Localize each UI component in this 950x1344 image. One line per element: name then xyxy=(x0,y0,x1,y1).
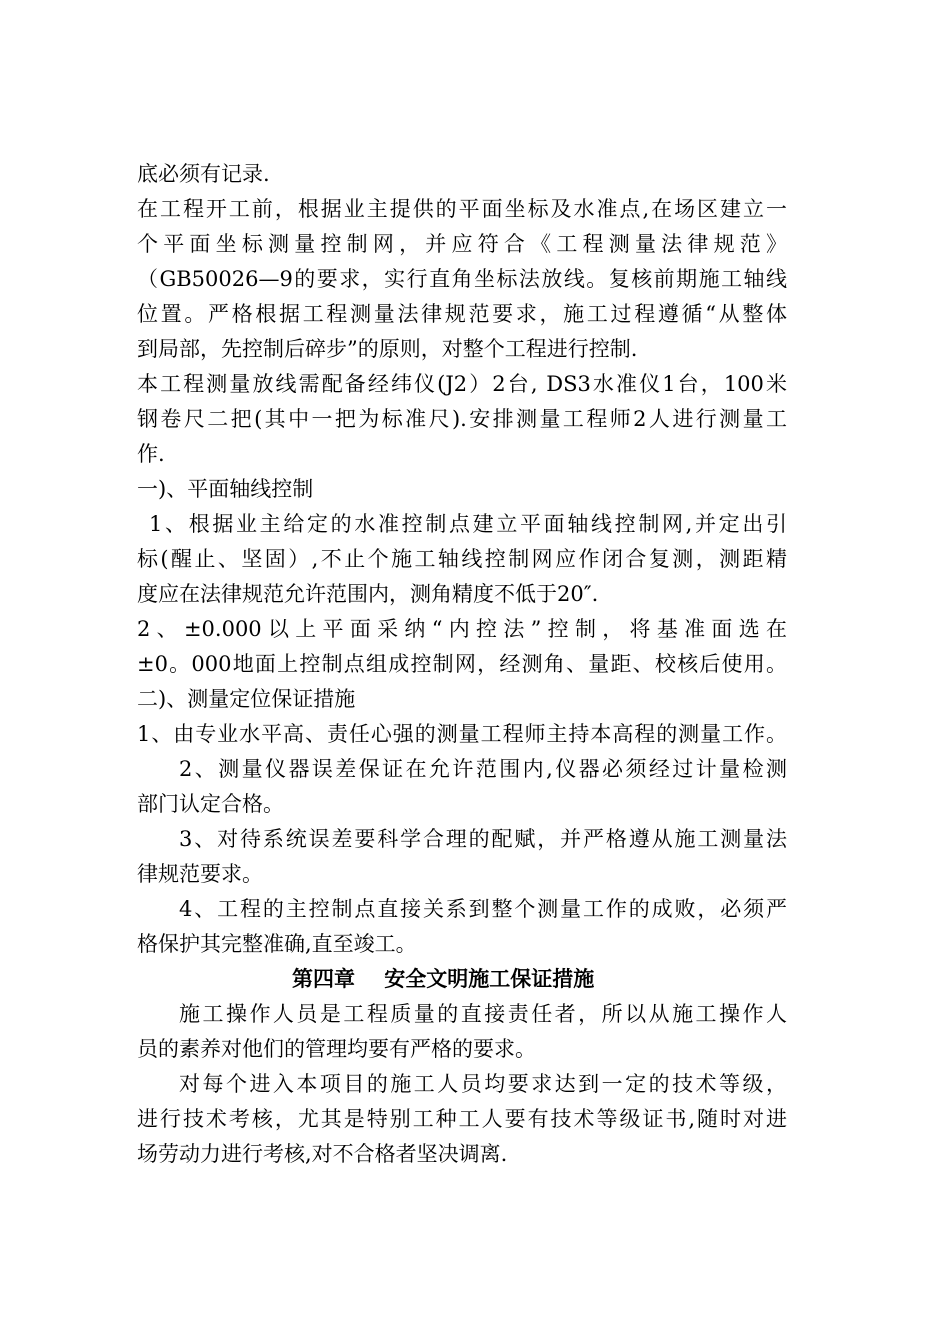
paragraph-line: 钢卷尺二把(其中一把为标准尺).安排测量工程师2人进行测量工 xyxy=(137,407,787,431)
paragraph-line: 施工操作人员是工程质量的直接责任者，所以从施工操作人 xyxy=(179,1002,787,1026)
section-heading: 二)、测量定位保证措施 xyxy=(137,687,356,711)
document-body xyxy=(137,157,787,1172)
paragraph-line: 场劳动力进行考核,对不合格者坚决调离. xyxy=(137,1142,508,1166)
paragraph-line: 员的素养对他们的管理均要有严格的要求。 xyxy=(137,1037,536,1061)
paragraph-line: 对每个进入本项目的施工人员均要求达到一定的技术等级， xyxy=(179,1072,787,1096)
paragraph-line: 格保护其完整准确,直至竣工。 xyxy=(137,932,417,956)
paragraph-line: 4、工程的主控制点直接关系到整个测量工作的成败，必须严 xyxy=(179,897,787,921)
paragraph-line: 度应在法律规范允许范围内，测角精度不低于20″. xyxy=(137,582,599,606)
paragraph-line: （GB50026—9的要求，实行直角坐标法放线。复核前期施工轴线 xyxy=(137,267,787,291)
paragraph-line: 到局部，先控制后碎步”的原则，对整个工程进行控制. xyxy=(137,337,638,361)
chapter-title: 第四章 安全文明施工保证措施 xyxy=(292,967,595,991)
paragraph-line: 个平面坐标测量控制网，并应符合《工程测量法律规范》 xyxy=(137,232,787,256)
paragraph-line: 2、±0.000以上平面采纳“内控法”控制，将基准面选在 xyxy=(137,617,787,641)
paragraph-line: 1、根据业主给定的水准控制点建立平面轴线控制网,并定出引 xyxy=(149,512,787,536)
section-heading: 一)、平面轴线控制 xyxy=(137,477,314,501)
paragraph-line: 部门认定合格。 xyxy=(137,792,284,816)
paragraph-line: 律规范要求。 xyxy=(137,862,263,886)
paragraph-line: 2、测量仪器误差保证在允许范围内,仪器必须经过计量检测 xyxy=(179,757,787,781)
paragraph-line: 本工程测量放线需配备经纬仪(J2）2台, DS3水准仪1台，100米 xyxy=(137,372,787,396)
paragraph-line: 3、对待系统误差要科学合理的配赋，并严格遵从施工测量法 xyxy=(179,827,787,851)
paragraph-line: 底必须有记录. xyxy=(137,162,270,186)
paragraph-line: 位置。严格根据工程测量法律规范要求，施工过程遵循“从整体 xyxy=(137,302,787,326)
paragraph-line: ±0。000地面上控制点组成控制网，经测角、量距、校核后使用。 xyxy=(137,652,787,676)
paragraph-line: 标(醒止、坚固）,不止个施工轴线控制网应作闭合复测，测距精 xyxy=(137,547,787,571)
paragraph-line: 进行技术考核，尤其是特别工种工人要有技术等级证书,随时对进 xyxy=(137,1107,787,1131)
paragraph-line: 作. xyxy=(137,442,165,466)
paragraph-line: 1、由专业水平高、责任心强的测量工程师主持本高程的测量工作。 xyxy=(137,722,787,746)
paragraph-line: 在工程开工前，根据业主提供的平面坐标及水准点,在场区建立一 xyxy=(137,197,787,221)
